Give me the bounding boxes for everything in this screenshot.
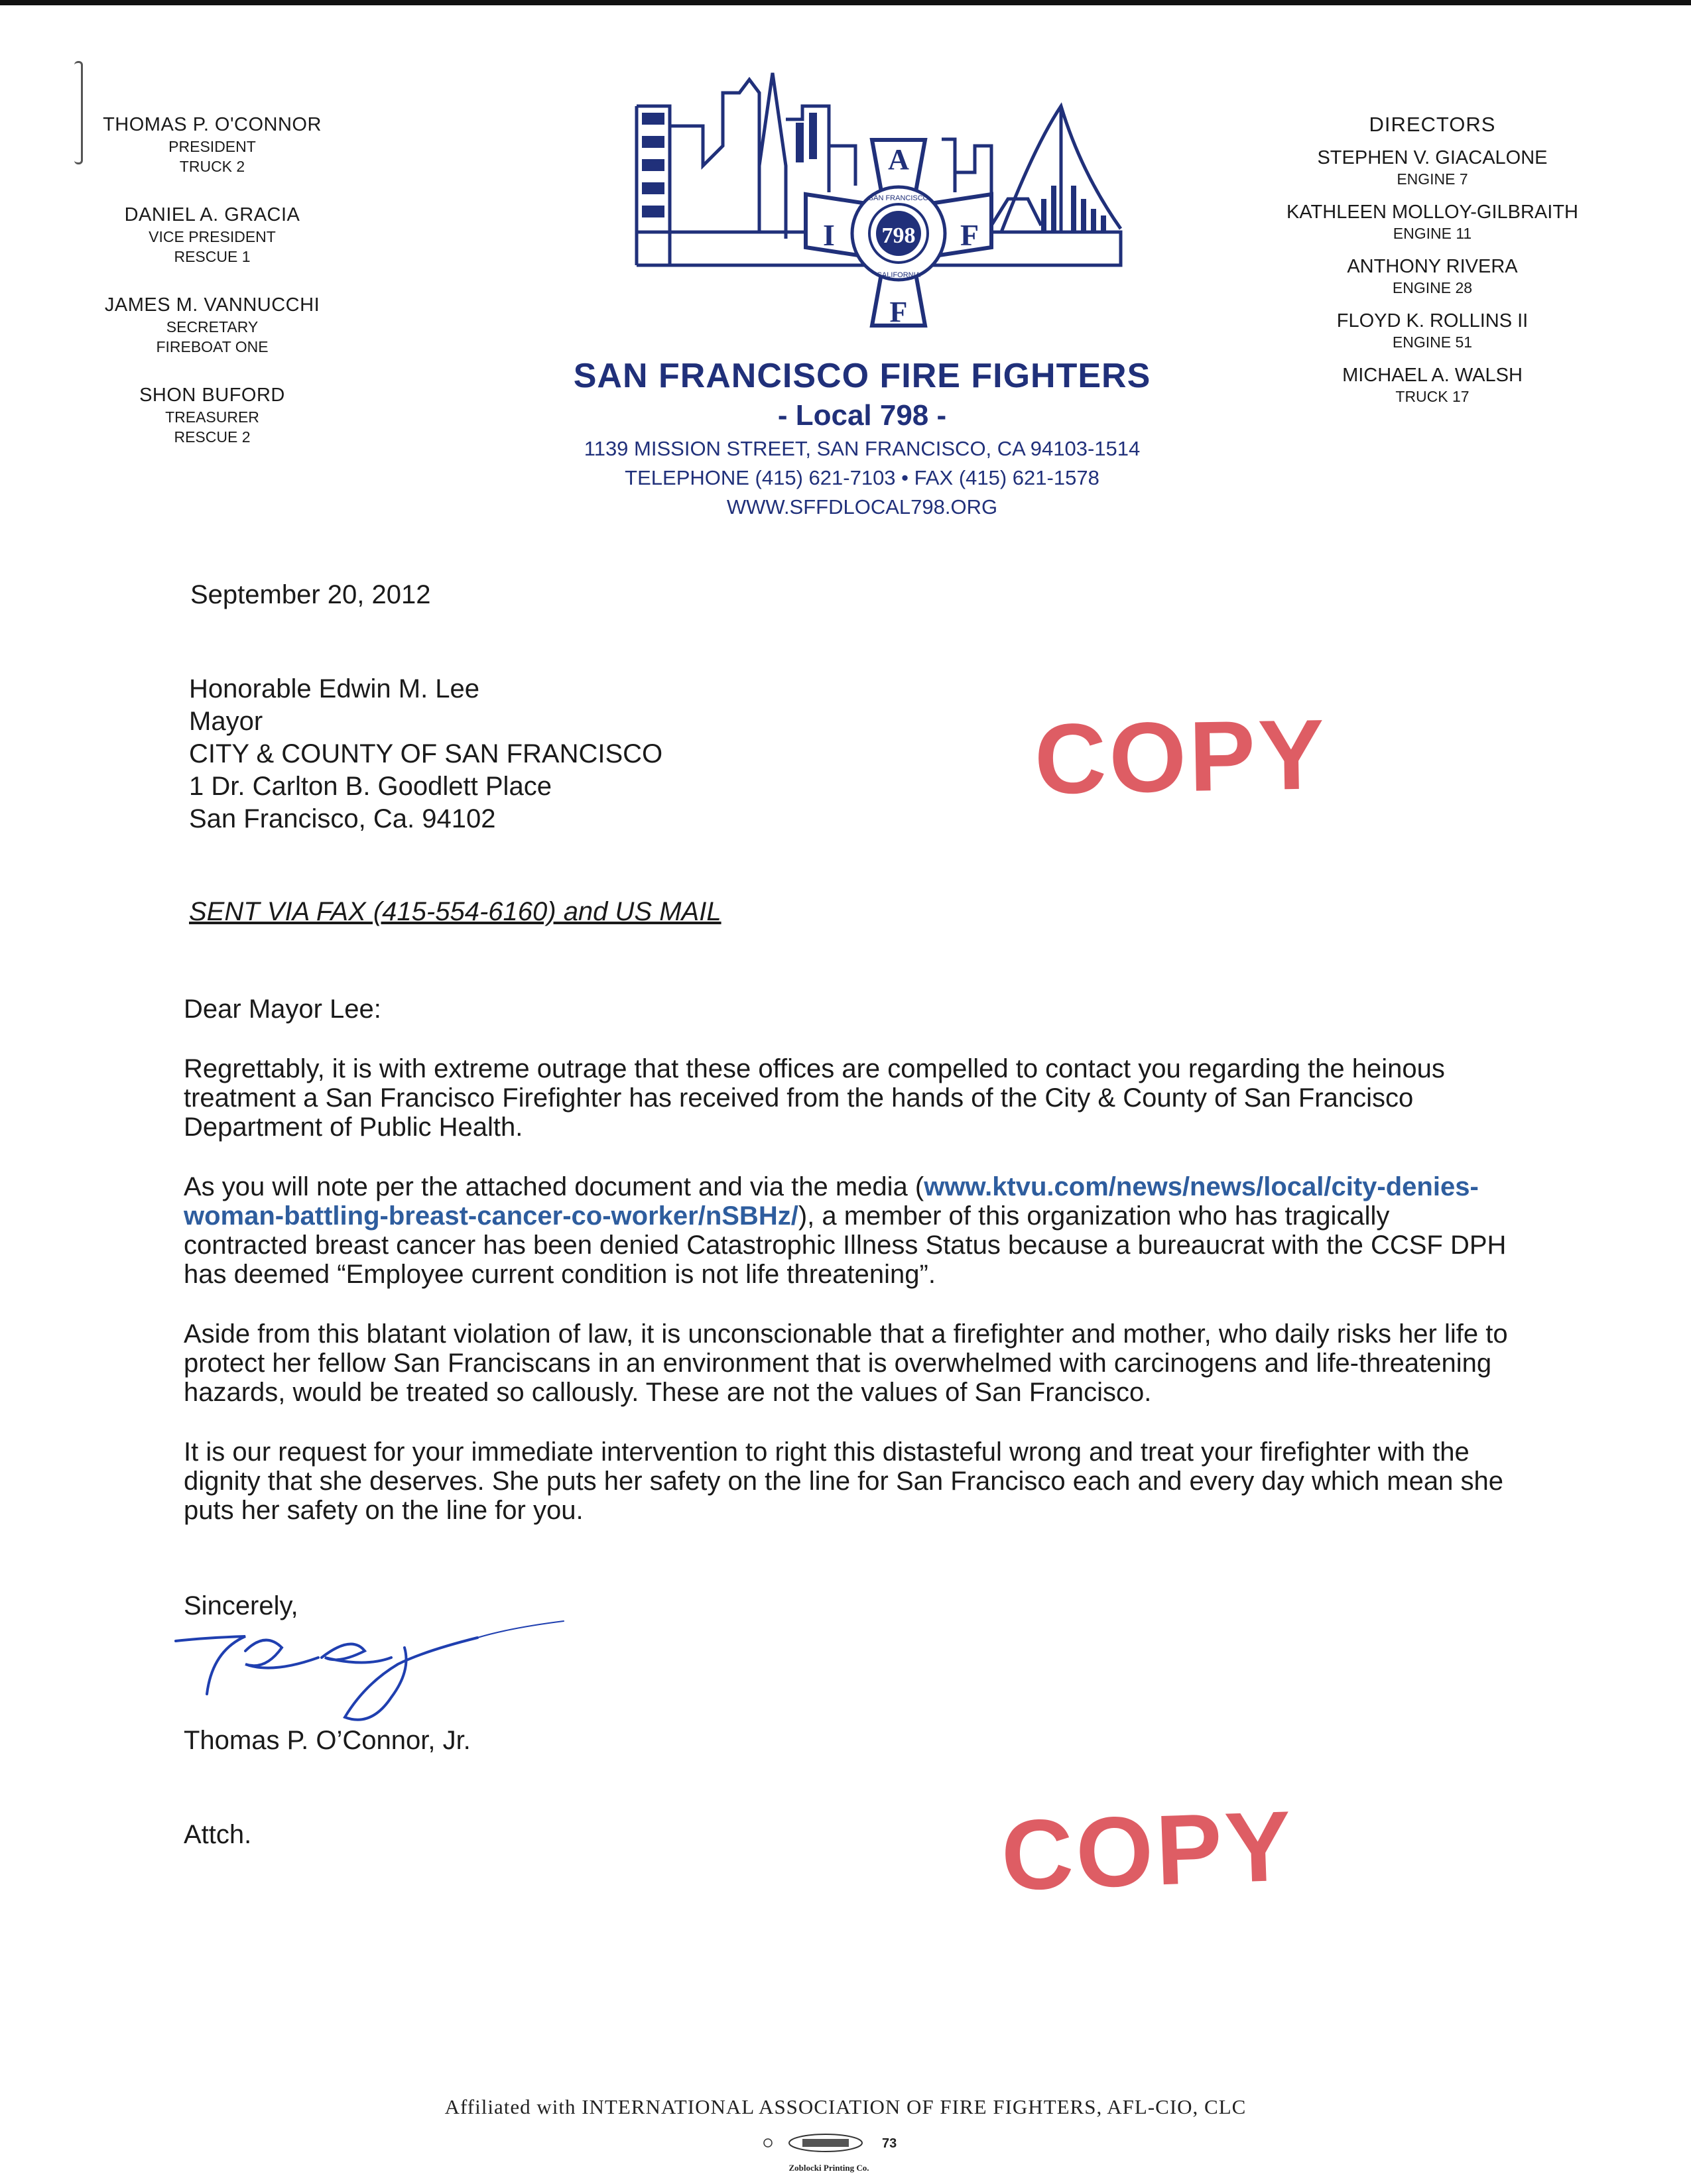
registered-icon bbox=[764, 2139, 772, 2147]
director-unit: TRUCK 17 bbox=[1395, 388, 1470, 405]
letter-body bbox=[184, 995, 1510, 1555]
logo-number: 798 bbox=[881, 223, 916, 248]
director-name: ANTHONY RIVERA bbox=[1347, 256, 1518, 277]
officer-title: PRESIDENT bbox=[168, 138, 256, 155]
directors-column bbox=[1247, 113, 1618, 418]
officer-name: THOMAS P. O'CONNOR bbox=[103, 114, 322, 135]
director-entry bbox=[1247, 309, 1618, 351]
news-link[interactable]: www.ktvu.com/news/news/local/city-denies-woman-battling-breast-cancer-co-worker/nSBHz/ bbox=[184, 1172, 1479, 1231]
officer-entry bbox=[73, 203, 351, 267]
director-entry bbox=[1247, 200, 1618, 243]
organization-local: - Local 798 - bbox=[777, 399, 947, 432]
officer-entry bbox=[73, 383, 351, 447]
recipient-line: CITY & COUNTY OF SAN FRANCISCO bbox=[189, 739, 663, 768]
director-entry bbox=[1247, 146, 1618, 188]
officer-entry bbox=[73, 293, 351, 357]
officer-name: SHON BUFORD bbox=[139, 385, 285, 406]
officer-title: VICE PRESIDENT bbox=[149, 228, 276, 245]
logo-ring-top: SAN FRANCISCO bbox=[868, 194, 929, 202]
director-unit: ENGINE 11 bbox=[1393, 225, 1472, 242]
paragraph bbox=[184, 1172, 1510, 1289]
recipient-line: San Francisco, Ca. 94102 bbox=[189, 804, 496, 833]
salutation: Dear Mayor Lee: bbox=[184, 995, 381, 1024]
officer-unit: TRUCK 2 bbox=[179, 158, 245, 175]
recipient-line: 1 Dr. Carlton B. Goodlett Place bbox=[189, 772, 552, 801]
recipient-address bbox=[189, 673, 662, 835]
logo-letter-right: F bbox=[960, 218, 979, 252]
letter-date: September 20, 2012 bbox=[190, 580, 431, 609]
officer-unit: FIREBOAT ONE bbox=[156, 338, 269, 355]
paragraph-text: As you will note per the attached document and via the media ( bbox=[184, 1172, 924, 1201]
printer-number: 73 bbox=[882, 2136, 897, 2151]
director-name: STEPHEN V. GIACALONE bbox=[1317, 147, 1548, 168]
copy-stamp: COPY bbox=[1033, 698, 1328, 815]
organization-name: SAN FRANCISCO FIRE FIGHTERS bbox=[573, 357, 1151, 395]
organization-address: 1139 MISSION STREET, SAN FRANCISCO, CA 94103-1514 bbox=[584, 437, 1141, 460]
signer-name: Thomas P. O’Connor, Jr. bbox=[184, 1726, 471, 1755]
officer-name: DANIEL A. GRACIA bbox=[124, 204, 300, 225]
organization-website[interactable]: WWW.SFFDLOCAL798.ORG bbox=[726, 495, 998, 518]
handwritten-signature bbox=[166, 1611, 577, 1730]
logo-letter-bottom: F bbox=[889, 296, 908, 328]
closing: Sincerely, bbox=[184, 1591, 298, 1620]
director-unit: ENGINE 28 bbox=[1392, 279, 1473, 296]
director-name: KATHLEEN MOLLOY-GILBRAITH bbox=[1286, 202, 1578, 223]
logo-letter-top: A bbox=[888, 143, 909, 176]
organization-phone-fax: TELEPHONE (415) 621-7103 • FAX (415) 621-1578 bbox=[625, 466, 1099, 489]
letterhead bbox=[464, 355, 1260, 522]
director-unit: ENGINE 51 bbox=[1392, 334, 1473, 351]
affiliation-footer: Affiliated with INTERNATIONAL ASSOCIATION OF FIRE FIGHTERS, AFL-CIO, CLC bbox=[444, 2095, 1247, 2118]
director-entry bbox=[1247, 363, 1618, 406]
printer-mark bbox=[763, 2130, 928, 2176]
director-name: FLOYD K. ROLLINS II bbox=[1336, 310, 1529, 332]
officers-column bbox=[73, 113, 351, 473]
delivery-method: SENT VIA FAX (415-554-6160) and US MAIL bbox=[189, 897, 721, 926]
paragraph-text: ), a member of this organization who has tragically contracted breast cancer has been denied Catastrophic Illness Status because a bureaucrat with the CCSF DPH has deemed “Employee current condition is not life threatening”. bbox=[184, 1201, 1507, 1289]
officer-unit: RESCUE 2 bbox=[174, 428, 251, 446]
copy-stamp: COPY bbox=[999, 1790, 1296, 1911]
officer-entry bbox=[73, 113, 351, 176]
attachment-note: Attch. bbox=[184, 1820, 252, 1849]
officer-unit: RESCUE 1 bbox=[174, 248, 251, 265]
recipient-line: Honorable Edwin M. Lee bbox=[189, 674, 480, 703]
recipient-line: Mayor bbox=[189, 707, 263, 736]
officer-title: SECRETARY bbox=[166, 318, 259, 335]
paragraph: It is our request for your immediate intervention to right this distasteful wrong and treat your firefighter with the dignity that she deserves. She puts her safety on the line for San Francisco each and every day which mean she puts her safety on the line for you. bbox=[184, 1437, 1504, 1525]
directors-heading: DIRECTORS bbox=[1369, 113, 1496, 136]
logo-letter-left: I bbox=[823, 218, 835, 252]
director-entry bbox=[1247, 255, 1618, 297]
officer-title: TREASURER bbox=[165, 408, 259, 426]
union-logo bbox=[630, 66, 1134, 345]
top-rule bbox=[0, 0, 1691, 5]
paragraph: Aside from this blatant violation of law, it is unconscionable that a firefighter and mother, who daily risks her life to protect her fellow San Franciscans in an environment that is overwhelmed with carcinogens and life-threatening hazards, would be treated so callously. These are not the values of San Francisco. bbox=[184, 1319, 1508, 1407]
director-unit: ENGINE 7 bbox=[1397, 170, 1468, 188]
paragraph: Regrettably, it is with extreme outrage that these offices are compelled to contact you regarding the heinous treatment a San Francisco Firefighter has received from the hands of the City & County of San Francisco Department of Public Health. bbox=[184, 1054, 1445, 1142]
director-name: MICHAEL A. WALSH bbox=[1342, 365, 1523, 386]
logo-ring-bottom: CALIFORNIA bbox=[876, 271, 921, 279]
officer-name: JAMES M. VANNUCCHI bbox=[104, 294, 320, 316]
printer-name: Zoblocki Printing Co. bbox=[788, 2163, 869, 2173]
